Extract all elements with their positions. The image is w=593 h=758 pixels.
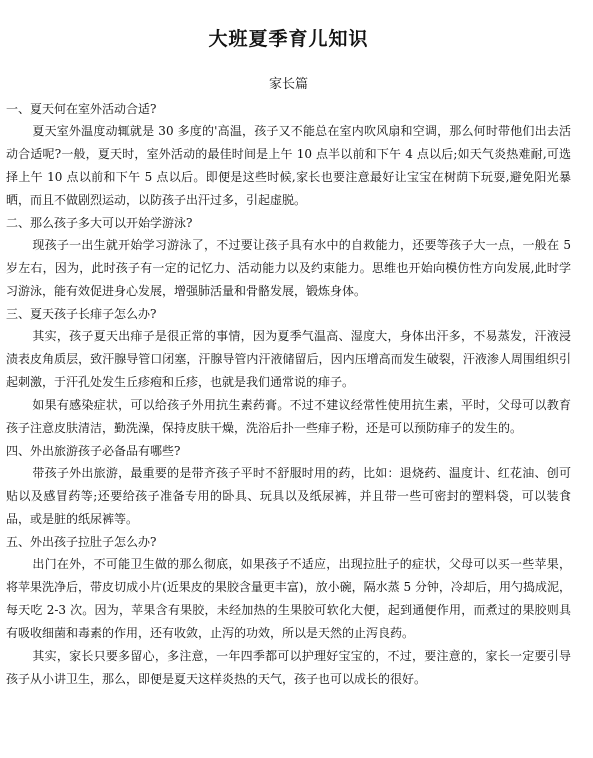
section-paragraph: 现孩子一出生就开始学习游泳了，不过要让孩子具有水中的自救能力，还要等孩子大一点，一般在 5 岁左右，因为，此时孩子有一定的记忆力、活动能力以及约束能力。思维也开始向模仿性方向发展,此时学习游泳，能有效促进身心发展，增强肺活量和骨骼发展，锻炼身体。 xyxy=(6,238,571,298)
section-heading: 四、外出旅游孩子必备品有哪些? xyxy=(6,444,181,458)
page-subtitle: 家长篇 xyxy=(268,77,308,92)
section-3 xyxy=(6,303,571,440)
section-1 xyxy=(6,98,571,212)
section-paragraph: 夏天室外温度动辄就是 30 多度的'高温，孩子又不能总在室内吹风扇和空调，那么何时带他们出去活动合适呢?一般，夏天时，室外活动的最佳时间是上午 10 点半以前和下午 4 点以后;如天气炎热难耐,可选择上午 10 点以前和下午 5 点以后。即便是这些时候,家长也要注意最好让宝宝在树荫下玩耍,避免阳光暴晒，而且不做剧烈运动，以防孩子出汗过多，引起虚脱。 xyxy=(6,124,571,207)
section-paragraph: 如果有感染症状，可以给孩子外用抗生素药膏。不过不建议经常性使用抗生素，平时，父母可以教育孩子注意皮肤清洁，勤洗澡，保持皮肤干燥，洗浴后扑一些痱子粉，还是可以预防痱子的发生的。 xyxy=(6,398,571,435)
section-5 xyxy=(6,531,571,691)
section-paragraph: 其实，孩子夏天出痱子是很正常的事情，因为夏季气温高、湿度大，身体出汗多，不易蒸发，汗液浸渍表皮角质层，致汗腺导管口闭塞，汗腺导管内汗液储留后，因内压增高而发生破裂，汗液渗人周围组织引起刺激，于汗孔处发生丘疹疱和丘疹，也就是我们通常说的痱子。 xyxy=(6,329,571,389)
section-2 xyxy=(6,212,571,303)
section-heading: 三、夏天孩子长痱子怎么办? xyxy=(6,307,157,321)
section-heading: 二、那么孩子多大可以开始学游泳? xyxy=(6,216,193,230)
section-heading: 一、夏天何在室外活动合适? xyxy=(6,102,157,116)
section-paragraph: 其实，家长只要多留心，多注意，一年四季都可以护理好宝宝的，不过，要注意的，家长一定要引导孩子从小讲卫生，那么，即便是夏天这样炎热的天气，孩子也可以成长的很好。 xyxy=(6,649,571,686)
section-4 xyxy=(6,440,571,531)
section-heading: 五、外出孩子拉肚子怎么办? xyxy=(6,535,157,549)
section-paragraph: 出门在外，不可能卫生做的那么彻底，如果孩子不适应，出现拉肚子的症状，父母可以买一些苹果，将苹果洗净后，带皮切成小片(近果皮的果胶含量更丰富)，放小碗，隔水蒸 5 分钟，冷却后，用勺捣成泥，每天吃 2-3 次。因为，苹果含有果胶，未经加热的生果胶可软化大便，起到通便作用，而煮过的果胶则具有吸收细菌和毒素的作用，还有收敛，止泻的功效，所以是天然的止泻良药。 xyxy=(6,557,571,640)
page-title: 大班夏季育儿知识 xyxy=(208,28,369,50)
section-paragraph: 带孩子外出旅游，最重要的是带齐孩子平时不舒服时用的药，比如：退烧药、温度计、红花油、创可贴以及感冒药等;还要给孩子准备专用的卧具、玩具以及纸尿裤，并且带一些可密封的塑料袋，可以装食品，或是脏的纸尿裤等。 xyxy=(6,466,571,526)
